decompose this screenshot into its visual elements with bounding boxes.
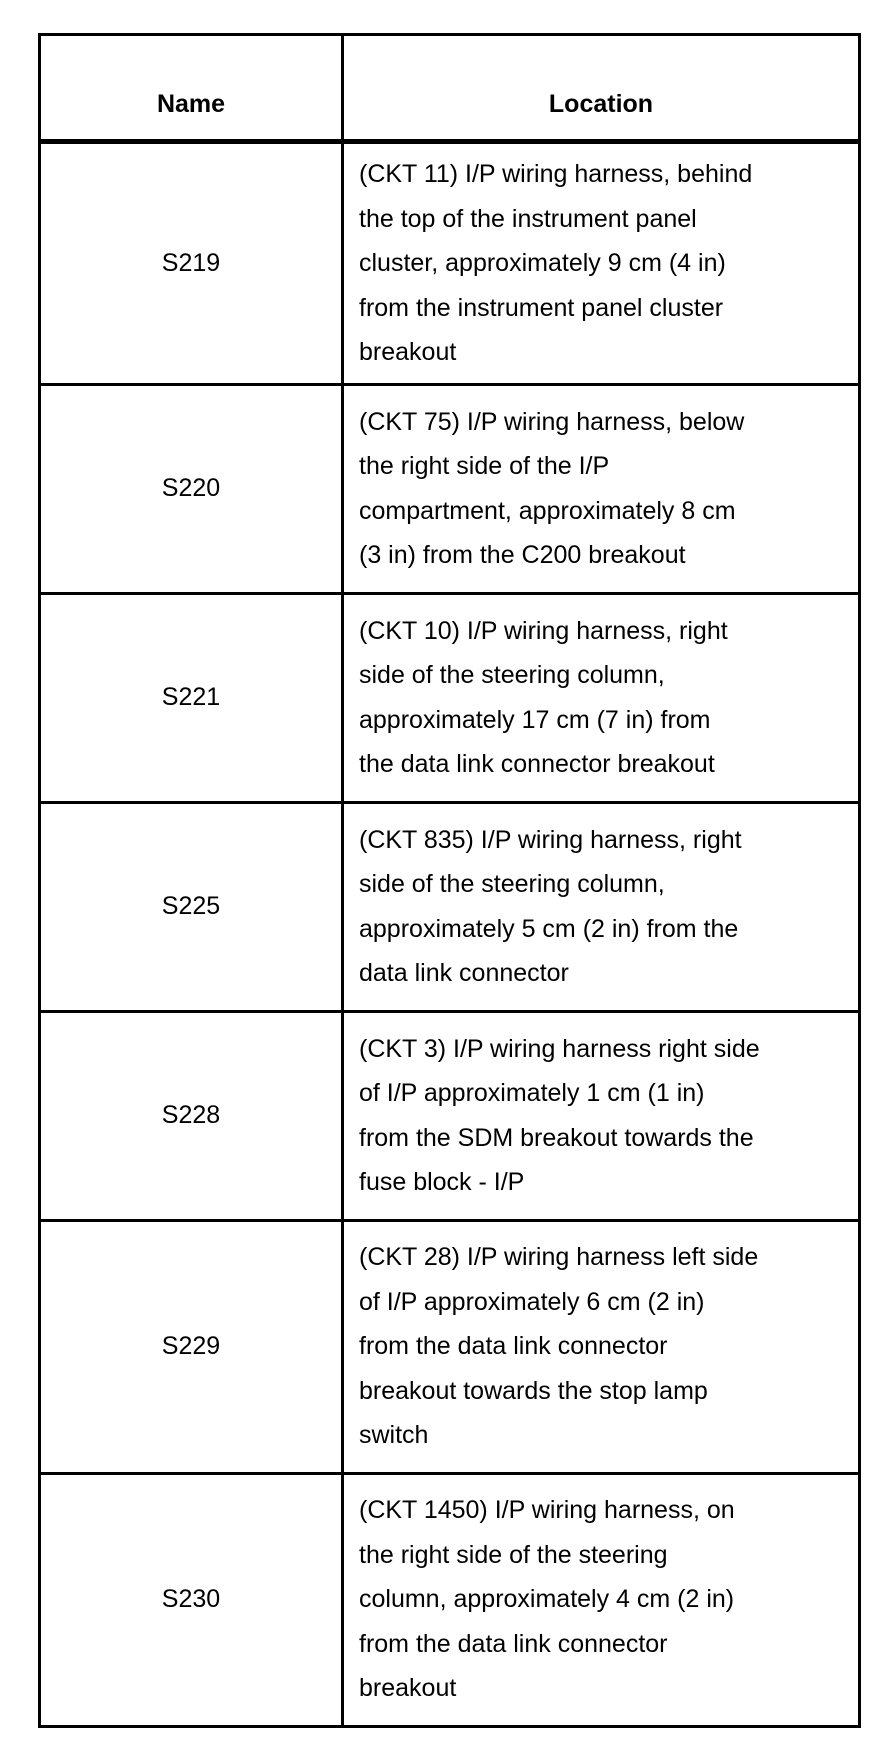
location-line: approximately 17 cm (7 in) from <box>359 705 711 734</box>
splice-location-table-container <box>38 33 858 1728</box>
splice-location-table <box>38 33 861 1728</box>
location-line: (CKT 11) I/P wiring harness, behind <box>359 160 753 188</box>
splice-name-cell: S230 <box>40 1473 343 1726</box>
location-line: from the instrument panel cluster <box>359 293 724 322</box>
table-row <box>40 1220 860 1473</box>
location-line: the right side of the I/P <box>359 452 610 480</box>
location-line: the data link connector breakout <box>359 750 715 778</box>
location-line: (CKT 1450) I/P wiring harness, on <box>359 1496 735 1525</box>
splice-location-cell <box>343 1473 860 1726</box>
location-line: the top of the instrument panel <box>359 204 697 233</box>
table-row <box>40 802 860 1011</box>
splice-name-cell: S225 <box>40 802 343 1011</box>
splice-location-cell <box>343 593 860 802</box>
splice-name-cell: S228 <box>40 1011 343 1220</box>
splice-name-cell: S221 <box>40 593 343 802</box>
table-row <box>40 593 860 802</box>
location-line: (CKT 10) I/P wiring harness, right <box>359 616 728 645</box>
column-header-location: Location <box>343 35 860 142</box>
location-line: breakout <box>359 1674 457 1703</box>
location-line: of I/P approximately 6 cm (2 in) <box>359 1287 705 1316</box>
location-line: cluster, approximately 9 cm (4 in) <box>359 249 726 277</box>
location-line: from the data link connector <box>359 1332 668 1361</box>
location-line: switch <box>359 1421 429 1450</box>
location-line: (CKT 28) I/P wiring harness left side <box>359 1243 759 1272</box>
splice-name-cell: S229 <box>40 1220 343 1473</box>
table-row <box>40 1473 860 1726</box>
location-line: of I/P approximately 1 cm (1 in) <box>359 1079 705 1107</box>
splice-location-cell <box>343 384 860 593</box>
location-line: data link connector <box>359 959 569 987</box>
splice-location-cell <box>343 1220 860 1473</box>
table-header-row <box>40 35 860 142</box>
splice-location-cell <box>343 1011 860 1220</box>
location-line: (CKT 835) I/P wiring harness, right <box>359 825 742 854</box>
location-line: breakout <box>359 338 457 366</box>
location-line: side of the steering column, <box>359 870 665 898</box>
location-line: column, approximately 4 cm (2 in) <box>359 1585 735 1614</box>
location-line: breakout towards the stop lamp <box>359 1376 708 1405</box>
splice-name-cell: S219 <box>40 142 343 385</box>
table-row <box>40 142 860 385</box>
column-header-name: Name <box>40 35 343 142</box>
location-line: from the SDM breakout towards the <box>359 1123 754 1152</box>
table-body <box>40 142 860 1727</box>
table-row <box>40 1011 860 1220</box>
location-line: (CKT 3) I/P wiring harness right side <box>359 1034 760 1063</box>
location-line: the right side of the steering <box>359 1540 668 1569</box>
splice-location-cell <box>343 142 860 385</box>
location-line: fuse block - I/P <box>359 1168 525 1196</box>
location-line: (3 in) from the C200 breakout <box>359 541 686 569</box>
table-row <box>40 384 860 593</box>
splice-location-cell <box>343 802 860 1011</box>
location-line: side of the steering column, <box>359 661 665 689</box>
location-line: compartment, approximately 8 cm <box>359 496 736 525</box>
location-line: from the data link connector <box>359 1629 668 1658</box>
splice-name-cell: S220 <box>40 384 343 593</box>
location-line: approximately 5 cm (2 in) from the <box>359 914 739 943</box>
location-line: (CKT 75) I/P wiring harness, below <box>359 407 745 436</box>
